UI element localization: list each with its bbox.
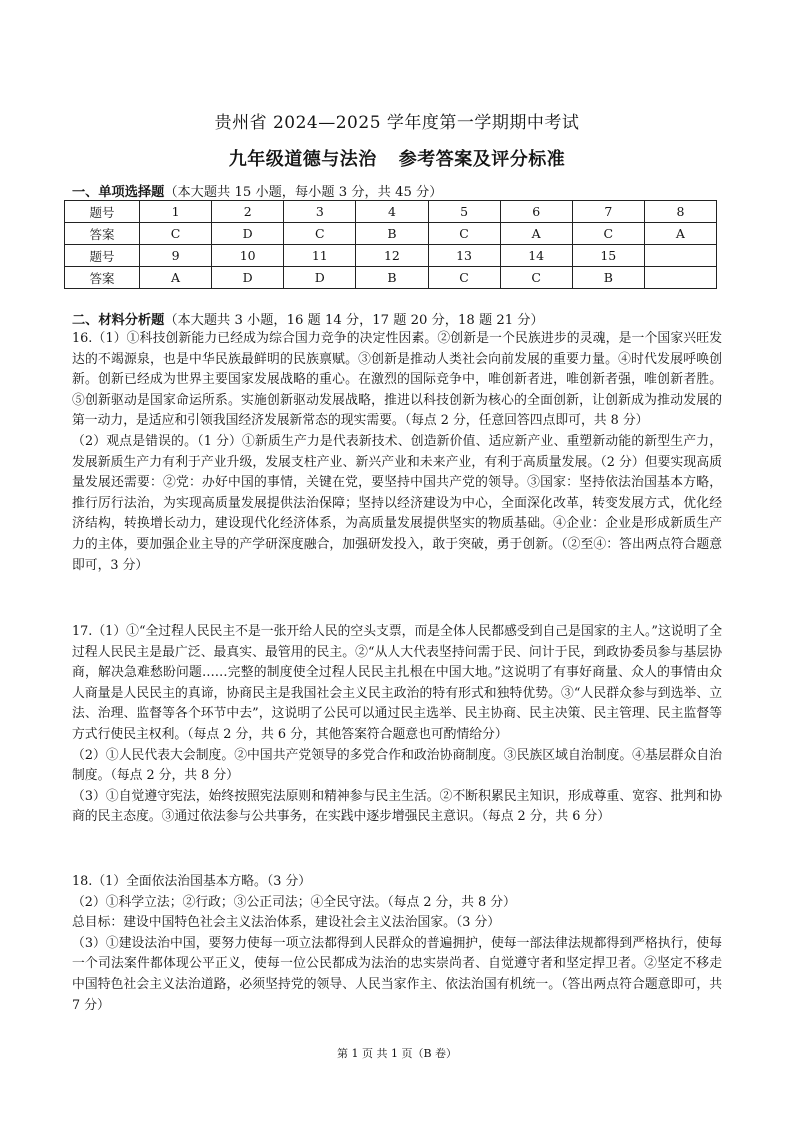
q18-part-1: 18.（1）全面依法治国基本方略。（3 分） bbox=[72, 874, 312, 889]
table-cell: B bbox=[572, 267, 644, 289]
table-row-header: 题号 bbox=[65, 201, 140, 223]
table-row-header: 题号 bbox=[65, 245, 140, 267]
answer-table bbox=[64, 200, 717, 289]
table-cell bbox=[644, 267, 716, 289]
section-1-title: 一、单项选择题 bbox=[72, 185, 165, 200]
table-cell: D bbox=[212, 267, 284, 289]
table-cell: 2 bbox=[212, 201, 284, 223]
section-2-title: 二、材料分析题 bbox=[72, 313, 165, 328]
table-cell: C bbox=[428, 267, 500, 289]
section-2-note: （本大题共 3 小题，16 题 14 分，17 题 20 分，18 题 21 分） bbox=[164, 313, 544, 328]
table-cell: D bbox=[212, 223, 284, 245]
table-cell: 1 bbox=[140, 201, 212, 223]
q18-overall-goal: 总目标：建设中国特色社会主义法治体系，建设社会主义法治国家。（3 分） bbox=[72, 915, 501, 931]
q16-part-1: 16.（1）①科技创新能力已经成为综合国力竞争的决定性因素。②创新是一个民族进步的灵魂，是一个国家兴旺发达的不竭源泉，也是中华民族最鲜明的民族禀赋。③创新是推动人类社会向前发展的重要力量。④时代发展呼唤创新。创新已经成为世界主要国家发展战略的重心。在激烈的国际竞争中，唯创新者进，唯创新者强，唯创新者胜。⑤创新驱动是国家命运所系。实施创新驱动发展战略，推进以科技创新为核心的全面创新，让创新成为推动发展的第一动力，是适应和引领我国经济发展新常态的现实需要。（每点 2 分，任意回答四点即可，共 8 分） bbox=[72, 331, 722, 429]
table-cell: C bbox=[500, 267, 572, 289]
q17-part-3: （3）①自觉遵守宪法，始终按照宪法原则和精神参与民主生活。②不断积累民主知识，形成尊重、宽容、批判和协商的民主态度。③通过依法参与公共事务，在实践中逐步增强民主意识。（每点 2 分，共 6 分） bbox=[72, 788, 722, 825]
table-cell: C bbox=[284, 223, 356, 245]
table-row-header: 答案 bbox=[65, 223, 140, 245]
q17-part-1: 17.（1）①“全过程人民民主不是一张开给人民的空头支票，而是全体人民都感受到自己是国家的主人。”这说明了全过程人民民主是最广泛、最真实、最管用的民主。②“从人大代表坚持问需于民、问计于民，到政协委员参与基层协商，解决急难愁盼问题……完整的制度使全过程人民民主扎根在中国大地。”这说明了有事好商量、众人的事情由众人商量是人民民主的真谛，协商民主是我国社会主义民主政治的特有形式和独特优势。③“人民群众参与到选举、立法、治理、监督等各个环节中去”，这说明了公民可以通过民主选举、民主协商、民主决策、民主管理、民主监督等方式行使民主权利。（每点 2 分，共 6 分，其他答案符合题意也可酌情给分） bbox=[72, 624, 722, 742]
table-cell: 3 bbox=[284, 201, 356, 223]
question-18-answer bbox=[72, 872, 722, 1016]
table-cell: A bbox=[140, 267, 212, 289]
question-17-answer bbox=[72, 622, 722, 828]
table-cell: 6 bbox=[500, 201, 572, 223]
table-cell: B bbox=[356, 223, 428, 245]
q18-part-3: （3）①建设法治中国，要努力使每一项立法都得到人民群众的普遍拥护，使每一部法律法规都得到严格执行，使每一个司法案件都体现公平正义，使每一位公民都成为法治的忠实崇尚者、自觉遵守者和坚定捍卫者。②坚定不移走中国特色社会主义法治道路，必须坚持党的领导、人民当家作主、依法治国有机统一。（答出两点符合题意即可，共 7 分） bbox=[72, 935, 722, 1013]
table-cell: 5 bbox=[428, 201, 500, 223]
question-16-answer bbox=[72, 329, 722, 576]
page-footer: 第 1 页 共 1 页（B 卷） bbox=[336, 1047, 458, 1060]
q18-part-2: （2）①科学立法；②行政；③公正司法；④全民守法。（每点 2 分，共 8 分） bbox=[72, 894, 516, 910]
table-cell: 15 bbox=[572, 245, 644, 267]
table-cell: 13 bbox=[428, 245, 500, 267]
table-cell: C bbox=[572, 223, 644, 245]
q17-part-2: （2）①人民代表大会制度。②中国共产党领导的多党合作和政治协商制度。③民族区域自治制度。④基层群众自治制度。（每点 2 分，共 8 分） bbox=[72, 747, 722, 784]
table-cell: B bbox=[356, 267, 428, 289]
table-row bbox=[65, 267, 717, 289]
table-cell: 14 bbox=[500, 245, 572, 267]
section-1-heading bbox=[72, 181, 442, 200]
table-cell: 9 bbox=[140, 245, 212, 267]
table-cell: 12 bbox=[356, 245, 428, 267]
exam-title: 贵州省 2024—2025 学年度第一学期期中考试 bbox=[214, 113, 580, 133]
table-cell: C bbox=[140, 223, 212, 245]
table-cell: 11 bbox=[284, 245, 356, 267]
table-cell: 7 bbox=[572, 201, 644, 223]
table-cell: A bbox=[644, 223, 716, 245]
table-row bbox=[65, 223, 717, 245]
subject-label: 九年级道德与法治 bbox=[228, 149, 377, 170]
section-2-heading bbox=[72, 309, 544, 328]
q16-part-2: （2）观点是错误的。（1 分）①新质生产力是代表新技术、创造新价值、适应新产业、重塑新动能的新型生产力，发展新质生产力有利于产业升级，发展支柱产业、新兴产业和未来产业，有利于高质量发展。（2 分）但要实现高质量发展还需要：②党：办好中国的事情，关键在党，要坚持中国共产党的领导。③国家：坚持依法治国基本方略，推行厉行法治，为实现高质量发展提供法治保障；坚持以经济建设为中心，全面深化改革，转变发展方式，优化经济结构，转换增长动力，建设现代化经济体系，为高质量发展提供坚实的物质基础。④企业：企业是形成新质生产力的主体，要加强企业主导的产学研深度融合，加强研发投入，敢于突破，勇于创新。（②至④：答出两点符合题意即可，3 分） bbox=[72, 433, 722, 573]
table-cell: 8 bbox=[644, 201, 716, 223]
table-cell: A bbox=[500, 223, 572, 245]
answer-key-label: 参考答案及评分标准 bbox=[398, 149, 566, 170]
section-1-note: （本大题共 15 小题，每小题 3 分，共 45 分） bbox=[164, 185, 443, 200]
table-cell bbox=[644, 245, 716, 267]
table-cell: C bbox=[428, 223, 500, 245]
table-cell: D bbox=[284, 267, 356, 289]
answer-key-subtitle bbox=[0, 145, 794, 171]
table-cell: 10 bbox=[212, 245, 284, 267]
table-row-header: 答案 bbox=[65, 267, 140, 289]
table-row bbox=[65, 201, 717, 223]
table-row bbox=[65, 245, 717, 267]
table-cell: 4 bbox=[356, 201, 428, 223]
